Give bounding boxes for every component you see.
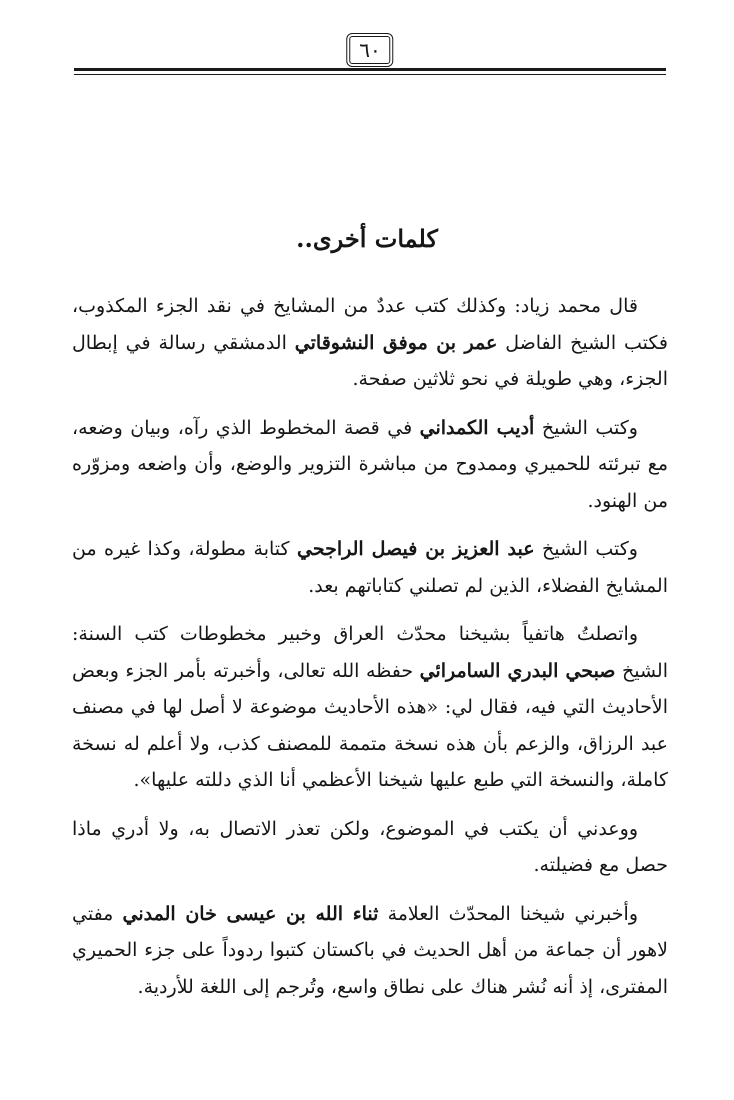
paragraph: [72, 288, 668, 398]
section-title: كلمات أخرى..: [296, 224, 438, 253]
text-run: الدمشقي رسالة في إبطال الجزء، وهي طويلة في نحو ثلاثين صفحة.: [72, 331, 668, 390]
text-run: وأخبرني شيخنا المحدّث العلامة: [378, 902, 638, 925]
body-text: [72, 288, 668, 1017]
bold-name: صبحي البدري السامرائي: [419, 659, 616, 682]
bold-name: ثناء الله بن عيسى خان المدني: [122, 902, 379, 925]
header-rule-thin: [74, 74, 666, 75]
paragraph: [72, 811, 668, 884]
text-run: كتابة مطولة، وكذا غيره من المشايخ الفضلاء، الذين لم تصلني كتاباتهم بعد.: [72, 538, 668, 597]
text-run: في قصة المخطوط الذي رآه، وبيان وضعه، مع تبرئته للحميري وممدوح من مباشرة التزوير والوضع، وأن واضعه ومزوّره من الهنود.: [72, 416, 668, 512]
bold-name: أديب الكمداني: [419, 416, 535, 439]
text-run: حفظه الله تعالى، وأخبرته بأمر الجزء وبعض الأحاديث التي فيه، فقال لي: «هذه الأحاديث موضوعة لا أصل لها في مصنف عبد الرزاق، والزعم بأن هذه نسخة متممة للمصنف كذب، ولا أعلم له نسخة كاملة، والنسخة التي طبع عليها شيخنا الأعظمي أنا الذي دللته عليها».: [72, 659, 668, 791]
text-run: ووعدني أن يكتب في الموضوع، ولكن تعذر الاتصال به، ولا أدري ماذا حصل مع فضيلته.: [72, 817, 668, 876]
page-number: ٦٠: [349, 36, 390, 64]
page-header: [74, 34, 666, 76]
paragraph: [72, 896, 668, 1006]
paragraph: [72, 531, 668, 604]
bold-name: عبد العزيز بن فيصل الراجحي: [296, 538, 535, 560]
text-run: قال محمد زياد: وكذلك كتب عددٌ من المشايخ في نقد الجزء المكذوب، فكتب الشيخ الفاضل: [72, 295, 668, 354]
paragraph: [72, 616, 668, 799]
header-rule-thick: [74, 68, 666, 71]
bold-name: عمر بن موفق النشوقاتي: [294, 331, 498, 354]
text-run: واتصلتُ هاتفياً بشيخنا محدّث العراق وخبير مخطوطات كتب السنة: الشيخ: [72, 623, 668, 682]
paragraph: [72, 410, 668, 520]
text-run: مفتي لاهور أن جماعة من أهل الحديث في باكستان كتبوا ردوداً على جزء الحميري المفترى، إذ أنه نُشر هناك على نطاق واسع، وتُرجم إلى اللغة للأردية.: [72, 902, 668, 998]
text-run: وكتب الشيخ: [534, 538, 638, 560]
text-run: وكتب الشيخ: [534, 416, 638, 439]
